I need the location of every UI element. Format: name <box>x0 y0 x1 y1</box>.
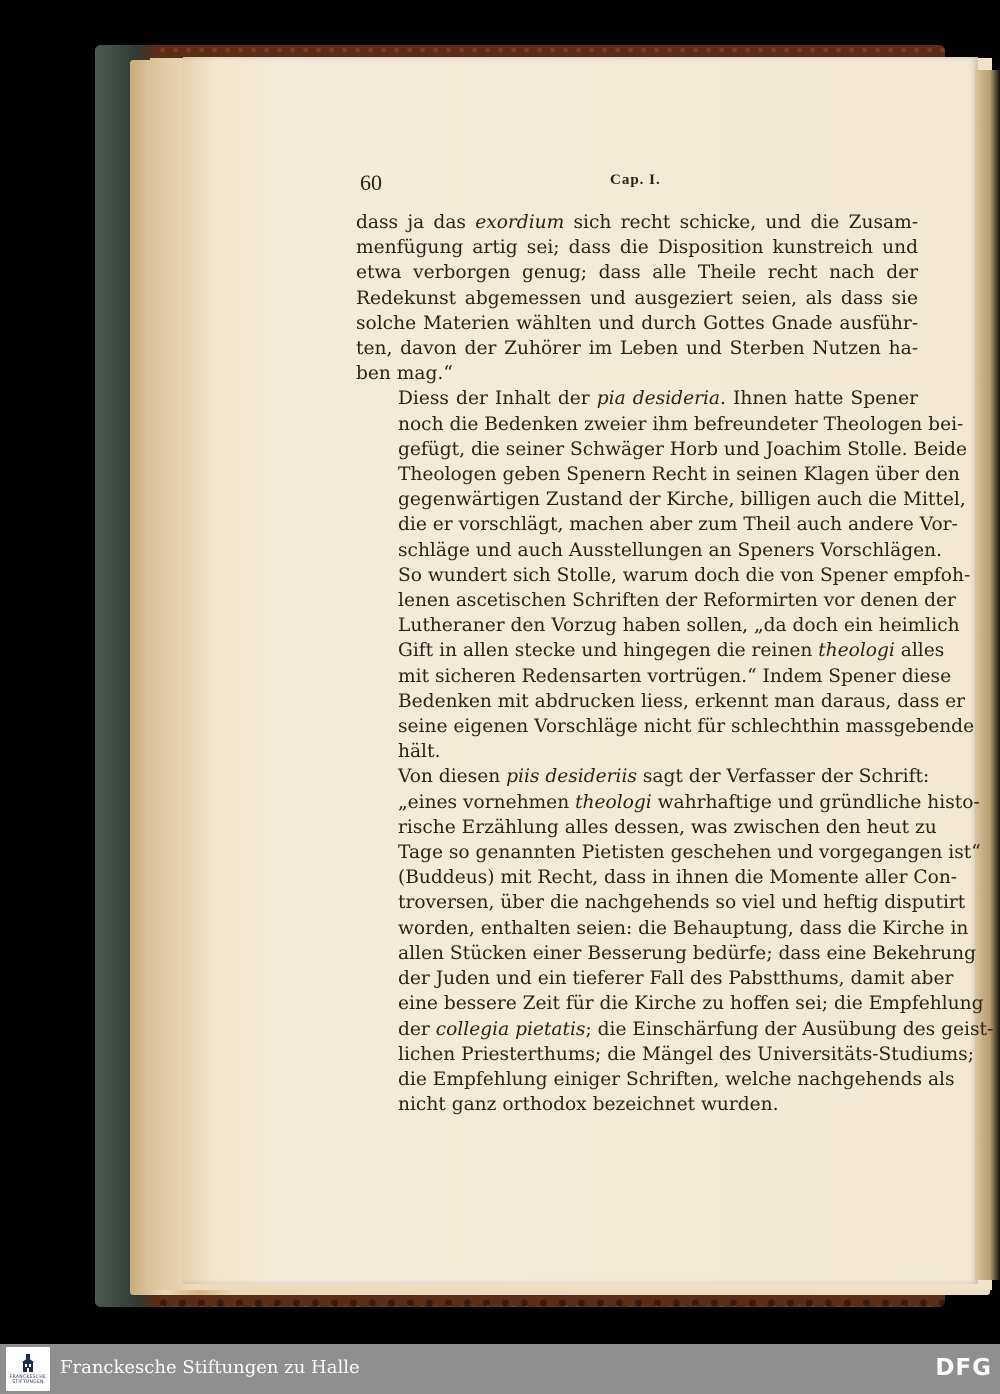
text-line: hält. <box>398 741 441 763</box>
text-line: worden, enthalten seien: die Behauptung, dass die Kirche in <box>398 917 969 939</box>
text-line: etwa verborgen genug; dass alle Theile recht nach der <box>356 262 918 284</box>
text-line: die er vorschlägt, machen aber zum Theil auch andere Vor- <box>398 514 958 536</box>
text-line: rische Erzählung alles dessen, was zwischen den heut zu <box>398 816 937 838</box>
dfg-logo: DFG <box>935 1355 992 1381</box>
text-line: Von diesen piis desideriis sagt der Verfasser der Schrift: <box>398 766 930 788</box>
italic-term: pia desideria. <box>596 388 726 410</box>
text-line: ben mag.“ <box>356 363 453 385</box>
building-icon <box>19 1353 37 1375</box>
text-line: schläge und auch Ausstellungen an Speners Vorschlägen. <box>398 539 942 561</box>
text-line: der collegia pietatis; die Einschärfung der Ausübung des geist- <box>398 1018 994 1040</box>
text-line: gegenwärtigen Zustand der Kirche, billigen auch die Mittel, <box>398 489 966 511</box>
page-number: 60 <box>360 170 382 195</box>
text-line: seine eigenen Vorschläge nicht für schlechthin massgebende <box>398 716 975 738</box>
logo-text: FRANCKESCHE STIFTUNGEN <box>9 1375 47 1385</box>
institution-name: Franckesche Stiftungen zu Halle <box>60 1357 360 1378</box>
text-line: Tage so genannten Pietisten geschehen und vorgegangen ist“ <box>398 842 981 864</box>
franckesche-logo <box>6 1347 50 1391</box>
text-line: Bedenken mit abdrucken liess, erkennt man daraus, dass er <box>398 690 966 712</box>
text-line: Gift in allen stecke und hingegen die reinen theologi alles <box>398 640 945 662</box>
text-line: Redekunst abgemessen und ausgeziert seien, als dass sie <box>356 287 918 309</box>
italic-term: piis desideriis <box>506 766 637 788</box>
text-line: gefügt, die seiner Schwäger Horb und Joachim Stolle. Beide <box>398 438 967 460</box>
text-line: „eines vornehmen theologi wahrhaftige und gründliche histo- <box>398 791 980 813</box>
page-header <box>360 170 920 200</box>
text-line: (Buddeus) mit Recht, dass in ihnen die Momente aller Con- <box>398 867 958 889</box>
italic-term: exordium <box>475 212 565 233</box>
running-head: Cap. I. <box>610 172 661 188</box>
text-line: solche Materien wählten und durch Gottes Gnade ausführ- <box>356 312 918 334</box>
text-line: mit sicheren Redensarten vortrügen.“ Indem Spener diese <box>398 665 952 687</box>
text-line: ten, davon der Zuhörer im Leben und Sterben Nutzen ha- <box>356 338 918 360</box>
text-line: troversen, über die nachgehends so viel und heftig disputirt <box>398 892 966 914</box>
paragraph-3 <box>356 764 994 1117</box>
page-right-edge <box>975 70 1000 1280</box>
text-line: lichen Priesterthums; die Mängel des Universitäts-Studiums; <box>398 1043 974 1065</box>
text-line: eine bessere Zeit für die Kirche zu hoffen sei; die Empfehlung <box>398 993 984 1015</box>
body-text <box>356 210 994 1117</box>
text-line: Theologen geben Spenern Recht in seinen Klagen über den <box>398 464 960 486</box>
text-line: Diess der Inhalt der pia desideria. Ihnen hatte Spener <box>398 388 918 410</box>
text-line: lenen ascetischen Schriften der Reformirten vor denen der <box>398 590 956 612</box>
text-line: die Empfehlung einiger Schriften, welche nachgehends als <box>398 1068 955 1090</box>
text-line: menfügung artig sei; dass die Disposition kunstreich und <box>356 237 918 259</box>
italic-term: collegia pietatis <box>435 1018 586 1040</box>
italic-term: theologi <box>575 791 652 813</box>
text-line: allen Stücken einer Besserung bedürfe; dass eine Bekehrung <box>398 942 976 964</box>
footer-bar <box>0 1344 1000 1394</box>
italic-term: theologi <box>818 640 895 662</box>
paragraph-2 <box>356 386 975 764</box>
paragraph-1 <box>356 210 918 386</box>
text-line: So wundert sich Stolle, warum doch die von Spener empfoh- <box>398 564 971 586</box>
text-line: dass ja das exordium sich recht schicke, und die Zusam- <box>356 212 918 233</box>
text-line: Lutheraner den Vorzug haben sollen, „da doch ein heimlich <box>398 615 960 637</box>
text-line: der Juden und ein tieferer Fall des Pabstthums, damit aber <box>398 968 954 990</box>
text-line: nicht ganz orthodox bezeichnet wurden. <box>398 1094 779 1116</box>
text-line: noch die Bedenken zweier ihm befreundeter Theologen bei- <box>398 413 964 435</box>
